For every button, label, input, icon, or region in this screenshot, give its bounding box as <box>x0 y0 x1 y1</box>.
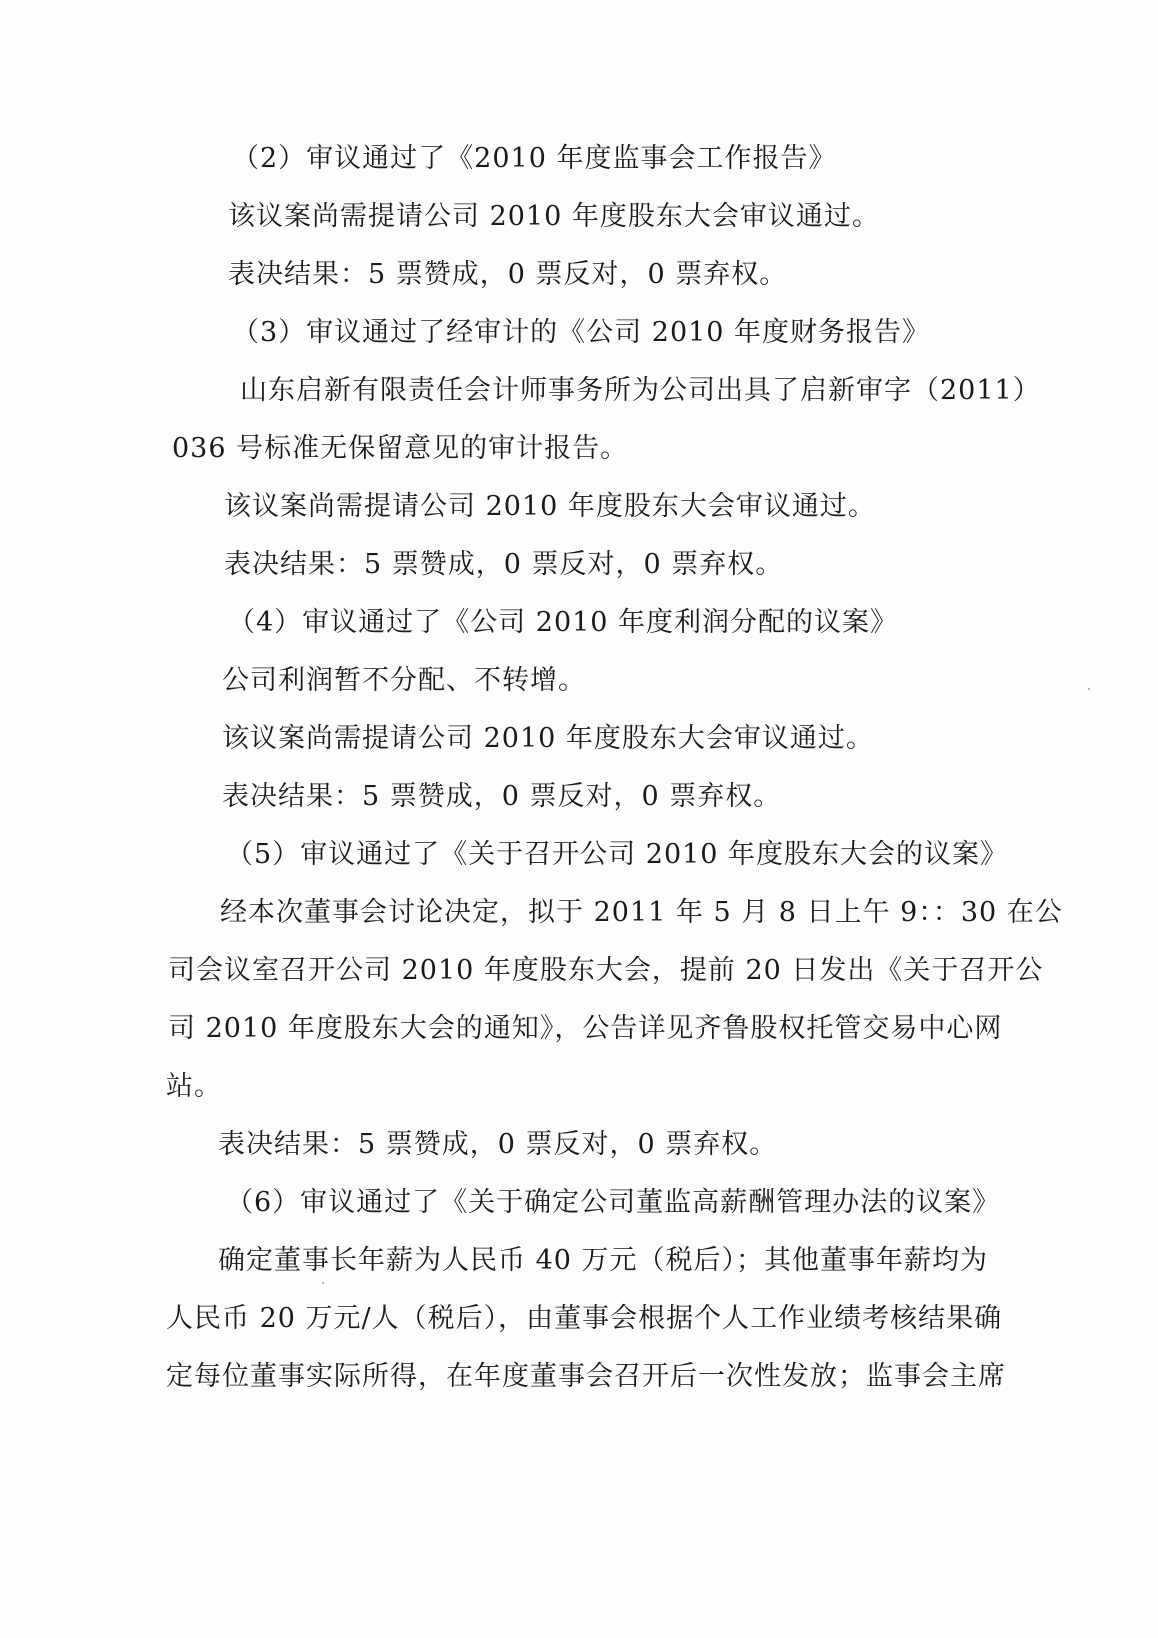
item-5-heading: （5）审议通过了《关于召开公司 2010 年度股东大会的议案》 <box>226 839 1009 870</box>
scan-speck <box>1088 688 1090 690</box>
item-3-body-line-1: 山东启新有限责任会计师事务所为公司出具了启新审字（2011） <box>240 375 1041 406</box>
item-5-body-line-2: 司会议室召开公司 2010 年度股东大会，提前 20 日发出《关于召开公 <box>168 955 1044 986</box>
item-6-heading: （6）审议通过了《关于确定公司董监高薪酬管理办法的议案》 <box>226 1187 1001 1218</box>
item-6-body-line-3: 定每位董事实际所得，在年度董事会召开后一次性发放；监事会主席 <box>166 1361 1006 1392</box>
item-3-body-line-2: 036 号标准无保留意见的审计报告。 <box>172 433 629 464</box>
item-4-note: 该议案尚需提请公司 2010 年度股东大会审议通过。 <box>222 723 874 754</box>
item-2-vote-result: 表决结果：5 票赞成，0 票反对，0 票弃权。 <box>228 259 788 290</box>
item-5-body-line-1: 经本次董事会讨论决定，拟于 2011 年 5 月 8 日上午 9：：30 在公 <box>220 897 1063 928</box>
scan-speck <box>322 1282 324 1284</box>
item-2-note: 该议案尚需提请公司 2010 年度股东大会审议通过。 <box>228 201 880 232</box>
item-4-vote-result: 表决结果：5 票赞成，0 票反对，0 票弃权。 <box>222 781 782 812</box>
item-3-note: 该议案尚需提请公司 2010 年度股东大会审议通过。 <box>224 491 876 522</box>
item-3-vote-result: 表决结果：5 票赞成，0 票反对，0 票弃权。 <box>224 549 784 580</box>
item-3-heading: （3）审议通过了经审计的《公司 2010 年度财务报告》 <box>232 317 931 348</box>
item-6-body-line-2: 人民币 20 万元/人（税后），由董事会根据个人工作业绩考核结果确 <box>166 1303 1003 1334</box>
item-6-body-line-1: 确定董事长年薪为人民币 40 万元（税后）；其他董事年薪均为 <box>218 1245 989 1276</box>
item-4-body: 公司利润暂不分配、不转增。 <box>222 665 586 696</box>
item-5-body-line-3: 司 2010 年度股东大会的通知》，公告详见齐鲁股权托管交易中心网 <box>168 1013 1003 1044</box>
item-5-vote-result: 表决结果：5 票赞成，0 票反对，0 票弃权。 <box>218 1129 778 1160</box>
item-5-body-line-4: 站。 <box>166 1071 222 1102</box>
item-4-heading: （4）审议通过了《公司 2010 年度利润分配的议案》 <box>228 607 899 638</box>
item-2-heading: （2）审议通过了《2010 年度监事会工作报告》 <box>232 143 837 174</box>
